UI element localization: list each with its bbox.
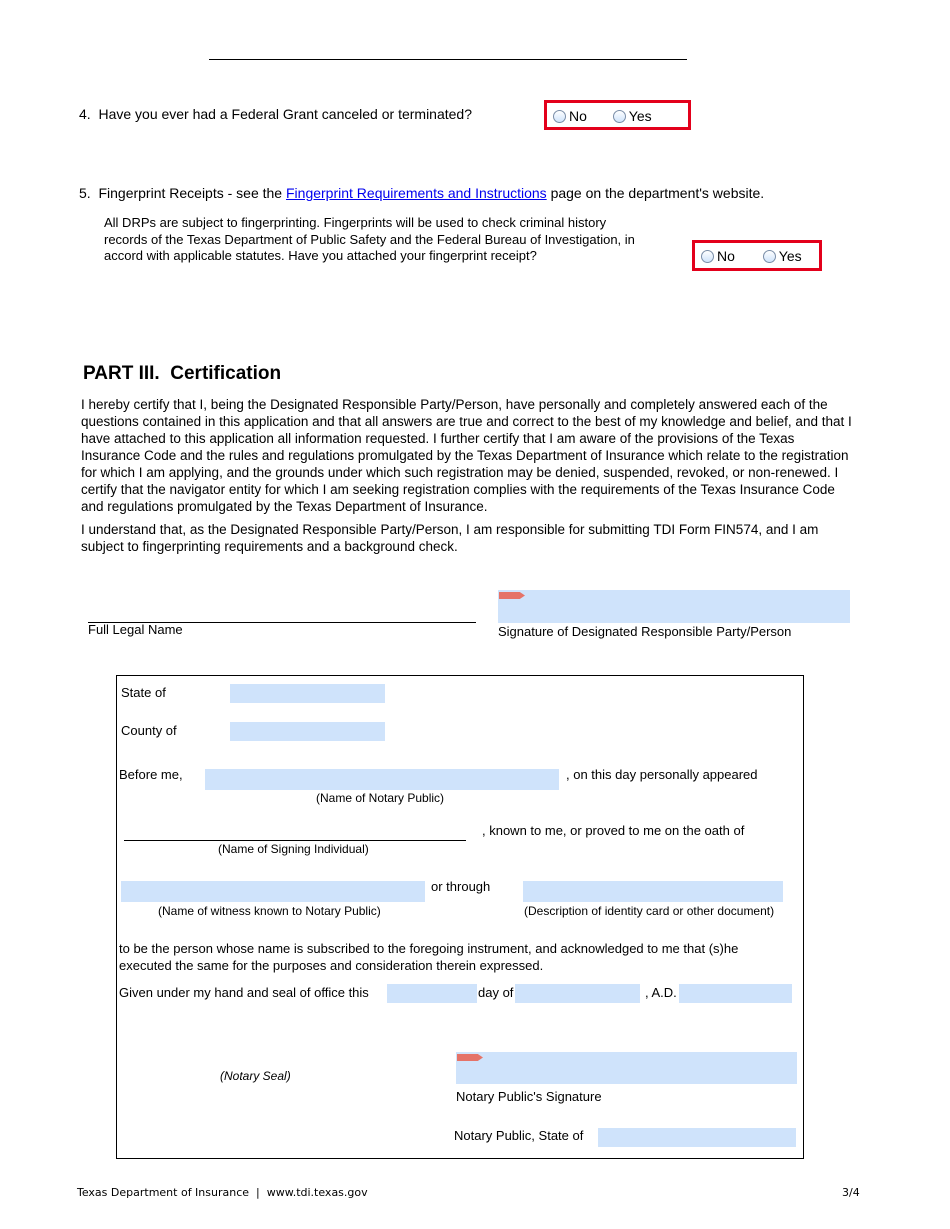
signing-individual-line bbox=[124, 840, 466, 841]
radio-icon[interactable] bbox=[553, 110, 566, 123]
notary-name-caption: (Name of Notary Public) bbox=[316, 791, 445, 805]
signature-tag-icon bbox=[457, 1054, 483, 1061]
q5-option-no[interactable]: No bbox=[701, 248, 735, 265]
notary-state-label: Notary Public, State of bbox=[454, 1128, 584, 1143]
q5-radio-group bbox=[692, 240, 822, 271]
part3-heading: PART III. Certification bbox=[83, 363, 282, 384]
footer-left: Texas Department of Insurance | www.tdi.texas.gov bbox=[77, 1186, 368, 1199]
certification-paragraph: I hereby certify that I, being the Designated Responsible Party/Person, have personally and completely answered each of the questions contained in this application and that all answers are true and correct to the best of my knowledge and belief, and that I have attached to this application all information requested. I further certify that I am aware of the provisions of the Texas Insurance Code and the rules and regulations promulgated by the Texas Department of Insurance which relate to the registration for which I am applying, and the grounds under which such registration may be denied, suspended, revoked, or non-renewed. I certify that the navigator entity for which I am seeking registration complies with the requirements of the Texas Insurance Code and regulations promulgated by the Texas Department of Insurance. bbox=[81, 397, 852, 514]
signature-tag-icon bbox=[499, 592, 525, 599]
signing-individual-caption: (Name of Signing Individual) bbox=[218, 842, 369, 856]
county-of-label: County of bbox=[121, 723, 177, 738]
notary-state-input[interactable] bbox=[598, 1128, 796, 1147]
year-input[interactable] bbox=[679, 984, 792, 1003]
full-legal-name-label: Full Legal Name bbox=[88, 622, 183, 637]
before-me-label: Before me, bbox=[119, 767, 183, 782]
month-input[interactable] bbox=[515, 984, 640, 1003]
fingerprint-instructions-link[interactable]: Fingerprint Requirements and Instructions bbox=[286, 185, 547, 201]
day-of-text: day of bbox=[478, 985, 514, 1000]
known-to-me-text: , known to me, or proved to me on the oath of bbox=[482, 823, 745, 838]
or-through-text: or through bbox=[431, 879, 491, 894]
notary-signature-label: Notary Public's Signature bbox=[456, 1089, 602, 1104]
page-number: 3/4 bbox=[842, 1186, 860, 1199]
state-of-input[interactable] bbox=[230, 684, 385, 703]
state-of-label: State of bbox=[121, 685, 166, 700]
q5-body: All DRPs are subject to fingerprinting. Fingerprints will be used to check criminal history records of the Texas Department of Public Safety and the Federal Bureau of Investigation, in accord with applicable statutes. Have you attached your fingerprint receipt? bbox=[104, 215, 635, 263]
notary-signature-field[interactable] bbox=[456, 1052, 797, 1084]
witness-caption: (Name of witness known to Notary Public) bbox=[158, 904, 381, 918]
q4-radio-group bbox=[544, 100, 691, 130]
radio-icon[interactable] bbox=[763, 250, 776, 263]
witness-name-input[interactable] bbox=[121, 881, 425, 902]
radio-icon[interactable] bbox=[701, 250, 714, 263]
given-under-text: Given under my hand and seal of office this bbox=[119, 985, 369, 1000]
drp-signature-field[interactable] bbox=[498, 590, 850, 623]
subscribed-text: to be the person whose name is subscribed to the foregoing instrument, and acknowledged to me that (s)he executed the same for the purposes and consideration therein expressed. bbox=[119, 941, 739, 973]
notary-seal-label: (Notary Seal) bbox=[220, 1069, 291, 1083]
top-signature-line bbox=[209, 59, 687, 60]
q4-option-yes[interactable]: Yes bbox=[613, 108, 652, 125]
appeared-text: , on this day personally appeared bbox=[566, 767, 758, 782]
identity-document-input[interactable] bbox=[523, 881, 783, 902]
day-input[interactable] bbox=[387, 984, 477, 1003]
drp-signature-label: Signature of Designated Responsible Party/Person bbox=[498, 624, 792, 639]
notary-name-input[interactable] bbox=[205, 769, 559, 790]
q5-option-yes[interactable]: Yes bbox=[763, 248, 802, 265]
q4-option-no[interactable]: No bbox=[553, 108, 587, 125]
understanding-paragraph: I understand that, as the Designated Responsible Party/Person, I am responsible for submitting TDI Form FIN574, and I am subject to fingerprinting requirements and a background check. bbox=[81, 522, 819, 554]
q4-text: 4. Have you ever had a Federal Grant canceled or terminated? bbox=[79, 106, 472, 122]
radio-icon[interactable] bbox=[613, 110, 626, 123]
q5-text: 5. Fingerprint Receipts - see the Fingerprint Requirements and Instructions page on the department's website. bbox=[79, 185, 765, 201]
county-of-input[interactable] bbox=[230, 722, 385, 741]
ad-text: , A.D. bbox=[645, 985, 677, 1000]
identity-caption: (Description of identity card or other document) bbox=[524, 904, 775, 918]
